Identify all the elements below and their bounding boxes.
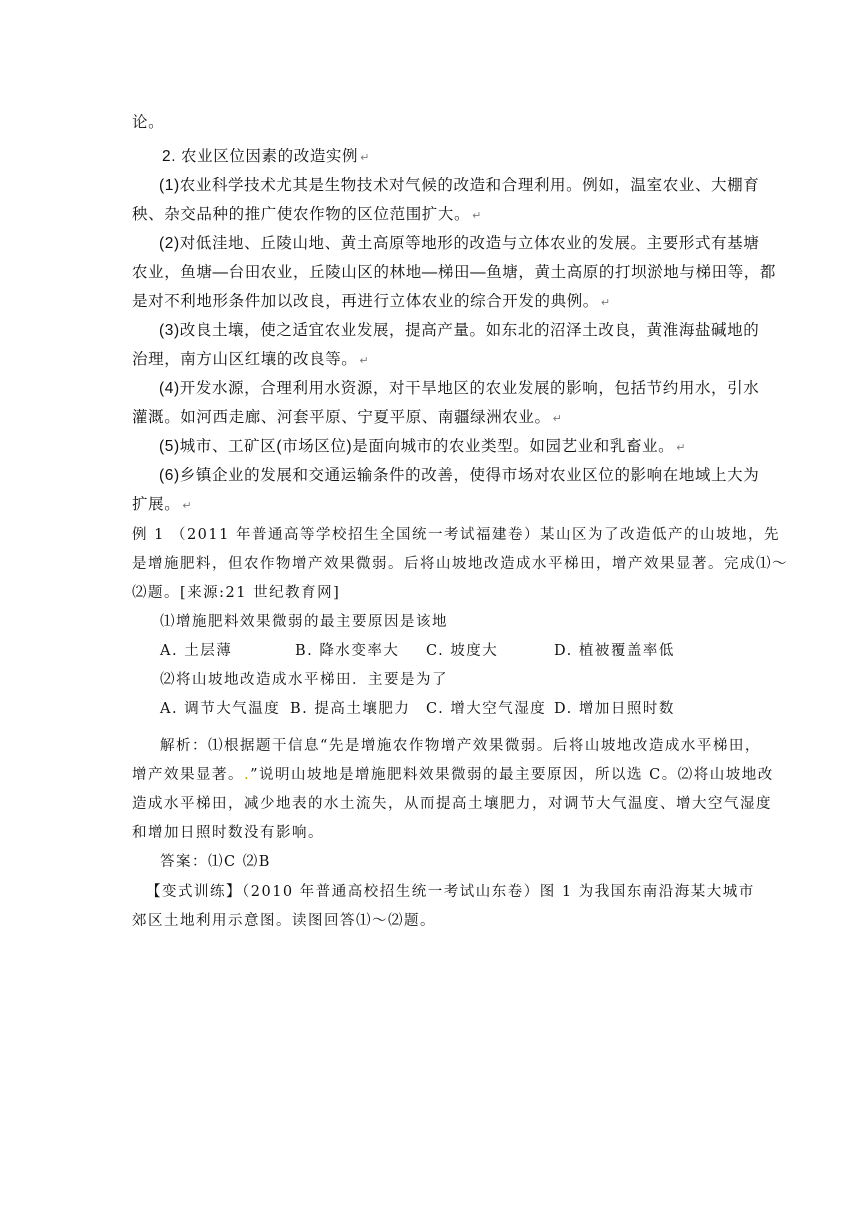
analysis-line: 增产效果显著。.”说明山坡地是增施肥料效果微弱的最主要原因，所以选 C。⑵将山坡地改 <box>132 767 774 783</box>
paragraph-mark: ↵ <box>552 413 562 425</box>
question-1-options <box>160 639 675 660</box>
answer-line: 答案：⑴C ⑵B <box>160 854 271 870</box>
text-line: (2)对低洼地、丘陵山地、黄土高原等地形的改造与立体农业的发展。主要形式有基塘 <box>159 235 760 252</box>
text-line: (5)城市、工矿区(市场区位)是面向城市的农业类型。如园艺业和乳畜业。 ↵ <box>159 438 686 455</box>
analysis-line: 和增加日照时数没有影响。 <box>132 825 324 841</box>
paragraph-mark: ↵ <box>600 297 611 309</box>
paragraph-mark: ↵ <box>359 355 369 367</box>
question-2: ⑵将山坡地改造成水平梯田．主要是为了 <box>160 672 448 688</box>
question-1: ⑴增施肥料效果微弱的最主要原因是该地 <box>160 614 448 630</box>
paragraph-mark: ↵ <box>676 442 686 454</box>
option-a: A. 调节大气温度 <box>160 701 281 717</box>
text-line: 灌溉。如河西走廊、河套平原、宁夏平原、南疆绿洲农业。 ↵ <box>132 409 562 426</box>
option-b: B. 提高土壤肥力 <box>290 701 411 717</box>
section-heading: 2. 农业区位因素的改造实例 ↵ <box>162 148 370 165</box>
analysis-line: 造成水平梯田，减少地表的水土流失，从而提高土壤肥力，对调节大气温度、增大空气湿度 <box>132 796 772 812</box>
option-c: C. 增大空气湿度 <box>426 701 547 717</box>
example-question-line: 例 1 （2011 年普通高等学校招生全国统一考试福建卷）某山区为了改造低产的山坡地，先 <box>132 527 780 543</box>
paragraph-mark: ↵ <box>472 210 482 222</box>
text-line: (3)改良土壤，使之适宜农业发展，提高产量。如东北的沼泽土改良，黄淮海盐碱地的 <box>159 322 760 339</box>
text-line: 是对不利地形条件加以改良，再进行立体农业的综合开发的典例。 ↵ <box>132 293 611 310</box>
text-line: (1)农业科学技术尤其是生物技术对气候的改造和合理利用。例如，温室农业、大棚育 <box>159 177 760 194</box>
question-2-options <box>160 697 675 718</box>
example-question-line: ⑵题。[来源:21 世纪教育网] <box>132 585 341 601</box>
text-line: 扩展。 ↵ <box>132 496 192 513</box>
text-line: (6)乡镇企业的发展和交通运输条件的改善，使得市场对农业区位的影响在地域上大为 <box>159 467 760 484</box>
option-d: D. 植被覆盖率低 <box>554 643 675 659</box>
variant-training-line: 【变式训练】（2010 年普通高校招生统一考试山东卷）图 1 为我国东南沿海某大城市 <box>146 884 755 900</box>
text-line: 治理，南方山区红壤的改良等。 ↵ <box>132 351 369 368</box>
option-d: D. 增加日照时数 <box>554 701 675 717</box>
example-question-line: 是增施肥料，但农作物增产效果微弱。后将山坡地改造成水平梯田，增产效果显著。完成⑴～ <box>132 556 788 572</box>
option-c: C. 坡度大 <box>426 643 499 659</box>
paragraph-mark: ↵ <box>360 152 370 164</box>
text-line: 秧、杂交品种的推广使农作物的区位范围扩大。 ↵ <box>132 206 482 223</box>
option-b: B. 降水变率大 <box>295 643 400 659</box>
text-line: (4)开发水源，合理利用水资源，对干旱地区的农业发展的影响，包括节约用水，引水 <box>159 380 760 397</box>
text-line: 论。 <box>132 114 165 131</box>
analysis-line: 解析：⑴根据题干信息“先是增施农作物增产效果微弱。后将山坡地改造成水平梯田， <box>160 738 761 754</box>
paragraph-mark: ↵ <box>182 500 192 512</box>
text-line: 农业，鱼塘—台田农业，丘陵山区的林地—梯田—鱼塘，黄土高原的打坝淤地与梯田等，都 <box>132 264 777 281</box>
option-a: A. 土层薄 <box>160 643 233 659</box>
variant-training-line: 郊区土地利用示意图。读图回答⑴～⑵题。 <box>132 913 436 929</box>
